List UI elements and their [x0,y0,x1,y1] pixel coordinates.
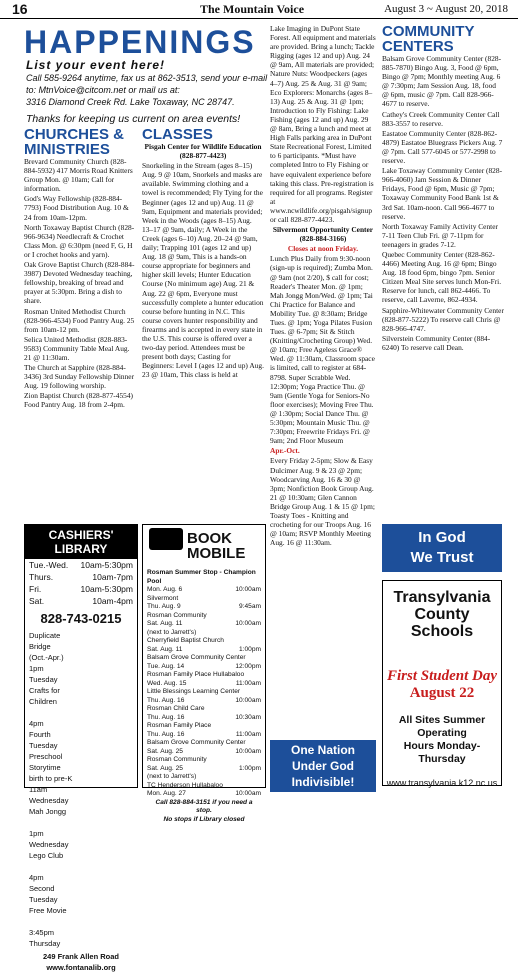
bookmobile-place: Sat. Aug. 25 [147,764,183,772]
trust-line: We Trust [410,549,474,566]
church-item: Selica United Methodist (828-883-9583) Community Table Meal Aug. 21 @ 11:30am. [24,334,130,362]
bookmobile-ad [142,524,266,823]
bookmobile-row [143,790,265,799]
church-item: The Church at Sapphire (828-884-3436) 3rd Sunday Fellowship Dinner Aug. 19 following worship. [24,363,135,391]
bookmobile-row [143,748,265,757]
church-item: God's Way Fellowship (828-884-7793) Food Distribution Aug. 10 & 24 from 10am-12pm. [24,194,129,222]
bookmobile-time: 10:00am [235,747,261,755]
bookmobile-time: 1:00pm [239,764,261,772]
summer-line: All Sites Summer Operating [398,714,486,739]
masthead: The Mountain Voice [200,2,305,16]
hours-time: 10am-4pm [92,596,133,606]
event-b: (Oct.-Apr.) [29,653,64,662]
event-a: Preschool Storytime [29,752,63,772]
bookmobile-time: 9:45am [239,603,261,610]
event-b: Thursday [29,939,61,948]
bookmobile-row [143,756,265,765]
bookmobile-place: Silvermont [147,594,179,602]
library-web: www.fontanalib.org [46,963,116,972]
event-a: 1pm [29,829,44,838]
bookmobile-footer: Call 828-884-3151 if you need a stop. [155,798,253,814]
event-a: Mah Jongg [29,807,67,816]
community-item: Lake Toxaway Community Center (828-966-4060) Jam Session & Dinner Fridays, Food @ 6pm, Music @ 7pm; Toxaway Community Food Bank 1st & 3rd Sat. 10am-noon. Call 966-4677 to reserve. [382,166,503,221]
col3-body3: Every Friday 2-5pm; Slow & Easy Dulcimer Aug. 9 & 23 @ 2pm; Woodcarving Aug. 16 & 30 @ 3pm; Nonfiction Book Group Aug. 21 @ 10:30am; Glen Cannon Bridge Group Aug. 1 & 15 @ 1pm; Toasty Toes - Knitting and crocheting for our Troops Aug. 16 @ 10am; RSVP Monthly Meeting Aug. 16 @ 11:30am. [270,456,375,548]
bookmobile-place: Mon. Aug. 6 [147,586,183,593]
community-column [382,24,504,518]
contact-line: 3316 Diamond Creek Rd. Lake Toxaway, NC 28747. [26,97,235,107]
happenings-subtitle: List your event here! [26,58,166,72]
church-item: Rosman United Methodist Church (828-966-4534) Food Pantry Aug. 25 from 10am-12 pm. [24,306,135,334]
bookmobile-place: Tue. Aug. 14 [147,662,185,670]
community-item: Balsam Grove Community Center (828-885-7870) Bingo Aug. 3, Food @ 6pm, Bingo @ 7pm; Monthly meeting Aug. 6 @ 7:30pm; Jam Session Aug. 18, food @ 6pm, music @ 7pm. Call 828-966-4677 to reserve. [382,54,502,109]
bookmobile-row [143,688,265,697]
church-item: Zion Baptist Church (828-877-4554) Food Pantry Aug. 18 from 2-4pm. [24,391,133,410]
bookmobile-place: Sat. Aug. 11 [147,645,183,653]
event-a: Crafts for Children [29,686,60,706]
schools-title-line: County Schools [410,606,474,640]
nation-line: Under God [292,759,354,773]
bookmobile-time: 10:00am [235,696,261,704]
bookmobile-row [143,637,265,646]
bookmobile-subtitle: Rosman Summer Stop - Champion Pool [147,569,256,585]
bookmobile-footer: No stops if Library closed [163,815,245,823]
hours-day: Sat. [29,596,45,606]
page-number: 16 [12,1,28,17]
issue-date: August 3 ~ August 20, 2018 [384,3,508,15]
bookmobile-row [143,705,265,714]
bookmobile-time: 10:00am [235,620,261,627]
bookmobile-time: 11:00am [235,730,261,738]
bookmobile-row [143,714,265,723]
event-row [29,828,133,850]
column-three [270,24,376,736]
bookmobile-place: Thu. Aug. 16 [147,696,185,704]
hours-time: 10am-7pm [92,572,133,582]
bookmobile-place: Thu. Aug. 16 [147,730,185,738]
event-b: birth to pre-K [29,774,73,783]
library-title: CASHIERS' LIBRARY [25,525,137,559]
bookmobile-row [143,586,265,595]
bookmobile-row [143,612,265,621]
silvermont-heading: Silvermont Opportunity Center (828-884-3166) [272,225,374,244]
event-b: Wednesday [29,840,69,849]
bookmobile-place: (next to Jarrett's) [147,628,197,636]
churches-column [24,127,136,519]
event-row [29,630,133,663]
event-a: 4pm [29,873,44,882]
event-a: 11am [29,785,48,794]
event-row [29,751,133,784]
bookmobile-row [143,739,265,748]
bookmobile-row [143,722,265,731]
community-item: Sapphire-Whitewater Community Center (828-877-5222) To reserve call Chris @ 828-966-4747. [382,305,504,333]
bookmobile-place: Rosman Family Place Hullabaloo [147,671,245,678]
closed-notice: Closes at noon Friday. [287,244,359,254]
event-row [29,663,133,685]
churches-heading: CHURCHES & MINISTRIES [24,126,125,158]
community-item: Eastatoe Community Center (828-862-4879) Eastatoe Bluegrass Pickers Aug. 7 @ 7pm. Call 577-6045 or 577-2998 to reserve. [382,128,503,166]
bookmobile-place: Rosman Community [147,756,207,763]
community-item: Cathey's Creek Community Center Call 883-3557 to reserve. [382,109,500,128]
schools-title-line: Transylvania [393,589,491,606]
event-a: 3:45pm [29,928,55,937]
bookmobile-time: 10:30am [235,713,261,721]
bookmobile-time: 10:00am [235,586,261,593]
event-row [29,905,133,927]
community-item: Quebec Community Center (828-862-4466) Meeting Aug. 16 @ 6pm; Bingo Aug. 18 food 6pm, bingo 7pm. Senior Citizen Meal Site serves lunch Mon-Fri. Reserve for lunch, call 862-4466. To reserve, call Laverne, 862-4934. [382,249,502,305]
event-a: Free Movie [29,906,67,915]
thanks-note: Thanks for keeping us current on area events! [26,113,241,125]
hours-row [25,595,137,607]
event-b: Fourth Tuesday [29,730,58,750]
church-item: Brevard Community Church (828-884-5932) 417 Morris Road Knitters Group Mon. @ 10am; Call for information. [24,157,133,194]
bookmobile-row [143,654,265,663]
bookmobile-row [143,773,265,782]
bookmobile-place: TC Henderson Hullabaloo [147,781,223,789]
church-item: North Toxaway Baptist Church (828-966-9634) Needlecraft & Crochet Class Mon. @ 6:30pm (need F, G, H or I crochet hooks and yarn). [24,222,135,259]
event-b: Wednesday [29,796,69,805]
bookmobile-row [143,620,265,629]
event-b: Second Tuesday [29,884,58,904]
bookmobile-place: Rosman Community [147,611,207,619]
bookmobile-time: 10:00am [235,790,261,797]
bookmobile-place: (next to Jarrett's) [147,773,197,780]
event-row [29,850,133,872]
page-header [0,0,518,19]
bookmobile-row [143,595,265,604]
event-a: Duplicate Bridge [29,631,61,651]
event-row [29,784,133,806]
contact-line: Call 585-9264 anytime, fax us at 862-3513, send your e-mail [26,73,268,83]
bookmobile-schedule [143,586,265,799]
bookmobile-place: Sat. Aug. 25 [147,747,183,755]
bookmobile-place: Thu. Aug. 9 [147,603,181,610]
bookmobile-place: Rosman Family Place [147,722,212,729]
event-row [29,718,133,751]
contact-info [26,72,286,108]
col3-body1: Lake Imaging in DuPont State Forest. All equipment and materials are provided. Bring a lunch; Tackle Rigging (ages 12 and up) Aug. 24 @ 9am, All materials are provided; Nature Nuts: Woodpeckers (ages 4–7) Aug. 25 & Aug. 31 @ 9am; Eco Explorers: Monarchs (ages 8–13) Aug. 25 & Aug. 31 @ 1pm; Introduction to Fly Fishing: Lake Fishing (ages 12 and up) Aug. 29 @ 8am, Bring a lunch and meet at High Falls parking area in DuPont State Recreational Forest, Limited to 6 participants. *Must have completed Intro to Fly Fishing or have equivalent experience before taking this class. Pre-registration is required for all programs. Register at www.ncwildlife.org/pisgah/signup or call 828-877-4423. [270,24,376,224]
bookmobile-row [143,646,265,655]
hours-row [25,583,137,595]
bookmobile-time: 1:00pm [239,645,261,653]
schools-title [383,581,501,640]
library-ad [24,524,138,972]
classes-body: Snorkeling in the Stream (ages 8–15) Aug. 9 @ 10am, Snorkels and masks are available. Swimming clothing and a towel is recommended; Fly Tying for the Beginner (ages 12 and up) Aug. 11 @ 9am, Equipment and materials provided; Week in the Woods (ages 8–15) Aug. 13–17 @ 9am, daily; A Week in the Creek (ages 6–10) Aug. 20–24 @ 9am, daily; Trapping 101 (ages 12 and up) Aug. 18 @ 9am, This is a hands-on course appropriate for beginners and higher skill levels; Hunter Education Course (No minimum age) Aug. 21 & Aug. 22 @ 6pm, Everyone must successfully complete a hunter education course before hunting in N.C. This course covers hunter responsibility and firearms and is accepted in every state in the U.S. This course is offered over a two-day period. Attendees must be present both days; Casting for Beginners: Level I (ages 12 and up) Aug. 23 @ 10am, This class is held at [142,161,264,380]
community-heading: COMMUNITY CENTERS [382,23,475,55]
col3-body2: Lunch Plus Daily from 9:30-noon (sign-up is required); Zumba Mon. @ 9am (not 2/20), $ call for cost; Reader's Theater Mon. @ 1pm; Mah Jongg Mon/Wed. @ 1pm; Tai Chi Practice for Balance and Mobility Tue. @ 8:30am; Bridge Tues. @ 1pm; Yoga Pilates Fusion Tues. @ 6-7pm; Sit & Stitch (Knitting/Crocheting Group) Wed. @ 10am; Free Ageless Grace® Wed. @ 11:30am, Classroom space is limited, call to register at 684-8798. Super Scrabble Wed. 12:30pm; Yoga Practice Thu. @ 9am (Gentle Yoga for Seniors-No floor exercises); Moving Free Thu. @ 1:30pm; Social Dance Thu. @ 5:30pm; Mountain Music Thu. @ 7:30pm; Freewrite Fridays Fri. @ 9am; 2nd Floor Museum [270,254,375,446]
classes-heading: CLASSES [142,126,213,143]
event-a: 1pm [29,664,44,673]
bookmobile-place: Mon. Aug. 27 [147,790,186,797]
bookmobile-row [143,697,265,706]
bookmobile-place: Little Blessings Learning Center [147,688,241,695]
church-item: Oak Grove Baptist Church (828-884-3987) Devoted Wednesday teaching, fellowship, breaking of bread and prayer at 5:30pm. Bring a dish to share. [24,260,135,306]
event-row [29,685,133,718]
season-note: Apr.-Oct. [270,446,300,456]
bookmobile-row [143,603,265,612]
classes-intro: Pisgah Center for Wildlife Education (828-877-4423) [144,142,262,161]
hours-day: Tue.-Wed. [29,560,69,570]
schools-url: www.transylvania.k12.nc.us [386,778,498,788]
summer-line: Hours Monday-Thursday [403,740,481,765]
library-phone: 828-743-0215 [40,611,122,626]
schools-ad [382,580,502,786]
bookmobile-time: 12:00pm [235,662,261,670]
event-row [29,927,133,949]
community-item: North Toxaway Family Activity Center 7-11 Teen Club Fri. @ 7-11pm for teenagers in grades 7-12. [382,221,498,249]
bookmobile-time: 11:00am [235,679,261,687]
bookmobile-row [143,731,265,740]
hours-day: Thurs. [29,572,54,582]
bus-icon [149,528,183,550]
community-item: Silverstein Community Center (884-6240) To reserve call Dean. [382,333,491,352]
bookmobile-title: BOOK MOBILE [187,530,246,562]
bookmobile-place: Sat. Aug. 11 [147,620,183,627]
bookmobile-place: Wed. Aug. 15 [147,679,187,687]
event-a: 4pm [29,719,44,728]
trust-line: In God [418,529,466,546]
bookmobile-row [143,629,265,638]
contact-line: to: MtnVoice@citcom.net or mail us at: [26,85,180,95]
bookmobile-row [143,663,265,672]
first-day-date: August 22 [409,685,475,701]
bookmobile-row [143,782,265,791]
bookmobile-place: Rosman Child Care [147,705,205,712]
event-row [29,806,133,828]
nation-line: Indivisible! [291,775,355,789]
nation-line: One Nation [290,743,355,757]
event-a: Lego Club [29,851,64,860]
hours-time: 10am-5:30pm [80,584,133,594]
one-nation-ad [270,740,376,792]
bookmobile-place: Balsam Grove Community Center [147,654,246,661]
bookmobile-row [143,765,265,774]
summer-hours [383,714,501,766]
bookmobile-place: Balsam Grove Community Center [147,739,246,746]
bookmobile-place: Thu. Aug. 16 [147,713,185,721]
classes-column [142,127,264,519]
bookmobile-place: Cherryfield Baptist Church [147,637,224,644]
hours-row [25,559,137,571]
hours-day: Fri. [29,584,42,594]
bookmobile-row [143,671,265,680]
library-address: 249 Frank Allen Road [43,952,119,961]
hours-time: 10am-5:30pm [80,560,133,570]
event-row [29,872,133,905]
happenings-title: HAPPENINGS [24,24,256,60]
event-b: Tuesday [29,675,58,684]
trust-ad [382,524,502,572]
bookmobile-row [143,680,265,689]
library-events [25,630,137,973]
first-day-label: First Student Day [386,668,498,684]
hours-row [25,571,137,583]
